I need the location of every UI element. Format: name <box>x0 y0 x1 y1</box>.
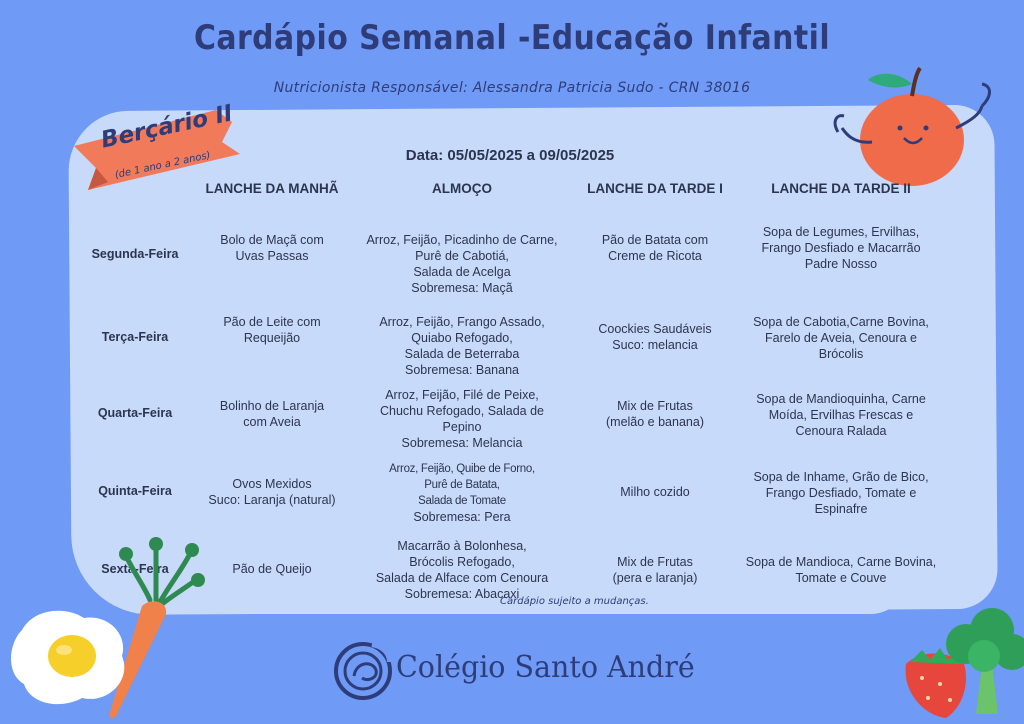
cell-monday-afternoon-2: Sopa de Legumes, Ervilhas, Frango Desfiado e Macarrão Padre Nosso <box>761 225 921 271</box>
cell-wednesday-afternoon-2: Sopa de Mandioquinha, Carne Moída, Ervilhas Frescas e Cenoura Ralada <box>756 392 926 438</box>
cell-friday-morning: Pão de Queijo <box>232 562 312 576</box>
cell-thursday-afternoon-2: Sopa de Inhame, Grão de Bico, Frango Desfiado, Tomate e Espinafre <box>753 470 929 516</box>
fried-egg-icon <box>4 600 134 710</box>
cell-monday-morning: Bolo de Maçã com Uvas Passas <box>220 233 324 263</box>
cell-wednesday-lunch: Arroz, Feijão, Filé de Peixe, Chuchu Refogado, Salada de Pepino Sobremesa: Melancia <box>379 388 544 450</box>
day-label-thursday: Quinta-Feira <box>98 484 172 498</box>
day-label-monday: Segunda-Feira <box>91 247 179 261</box>
page-title: Cardápio Semanal -Educação Infantil <box>193 18 831 58</box>
cell-tuesday-morning: Pão de Leite com Requeijão <box>223 315 321 345</box>
day-label-wednesday: Quarta-Feira <box>97 406 173 420</box>
nutritionist-line: Nutricionista Responsável: Alessandra Patricia Sudo - CRN 38016 <box>273 80 751 96</box>
cell-friday-afternoon-2: Sopa de Mandioca, Carne Bovina, Tomate e Couve <box>745 555 937 585</box>
strawberry-broccoli-icon <box>896 604 1024 722</box>
day-label-friday: Sexta-Feira <box>101 562 169 576</box>
day-label-tuesday: Terça-Feira <box>101 330 169 344</box>
cell-monday-lunch: Arroz, Feijão, Picadinho de Carne, Purê de Cabotiá, Salada de Acelga Sobremesa: Maçã <box>366 233 558 295</box>
column-header-lunch: ALMOÇO <box>432 181 492 196</box>
school-name: Colégio Santo André <box>396 650 695 685</box>
cell-wednesday-morning: Bolinho de Laranja com Aveia <box>219 399 325 429</box>
school-logo-icon <box>332 640 394 702</box>
column-header-afternoon-2: LANCHE DA TARDE II <box>771 181 911 196</box>
cell-monday-afternoon-1: Pão de Batata com Creme de Ricota <box>601 233 709 263</box>
date-range: Data: 05/05/2025 a 09/05/2025 <box>405 147 615 164</box>
cell-friday-lunch: Macarrão à Bolonhesa, Brócolis Refogado, Salada de Alface com Cenoura Sobremesa: Abacaxi <box>375 539 549 601</box>
column-header-afternoon-1: LANCHE DA TARDE I <box>587 181 723 196</box>
cell-tuesday-afternoon-2: Sopa de Cabotia,Carne Bovina, Farelo de Aveia, Cenoura e Brócolis <box>753 315 929 361</box>
cell-tuesday-lunch: Arroz, Feijão, Frango Assado, Quiabo Refogado, Salada de Beterraba Sobremesa: Banana <box>379 315 545 377</box>
apple-mascot-icon <box>832 62 1002 192</box>
footer-note: Cardápio sujeito a mudanças. <box>500 596 649 607</box>
cell-thursday-morning: Ovos Mexidos Suco: Laranja (natural) <box>208 477 336 507</box>
cell-thursday-lunch: Arroz, Feijão, Quibe de Forno, Purê de Batata, Salada de Tomate Sobremesa: Pera <box>389 463 535 524</box>
group-name: Berçário II <box>98 100 236 154</box>
group-age-range: (de 1 ano a 2 anos) <box>113 149 212 182</box>
column-header-morning: LANCHE DA MANHÃ <box>205 181 339 196</box>
cell-tuesday-afternoon-1: Coockies Saudáveis Suco: melancia <box>598 322 712 352</box>
cell-thursday-afternoon-1: Milho cozido <box>620 485 690 499</box>
cell-wednesday-afternoon-1: Mix de Frutas (melão e banana) <box>606 399 704 429</box>
cell-friday-afternoon-1: Mix de Frutas (pera e laranja) <box>612 555 698 585</box>
